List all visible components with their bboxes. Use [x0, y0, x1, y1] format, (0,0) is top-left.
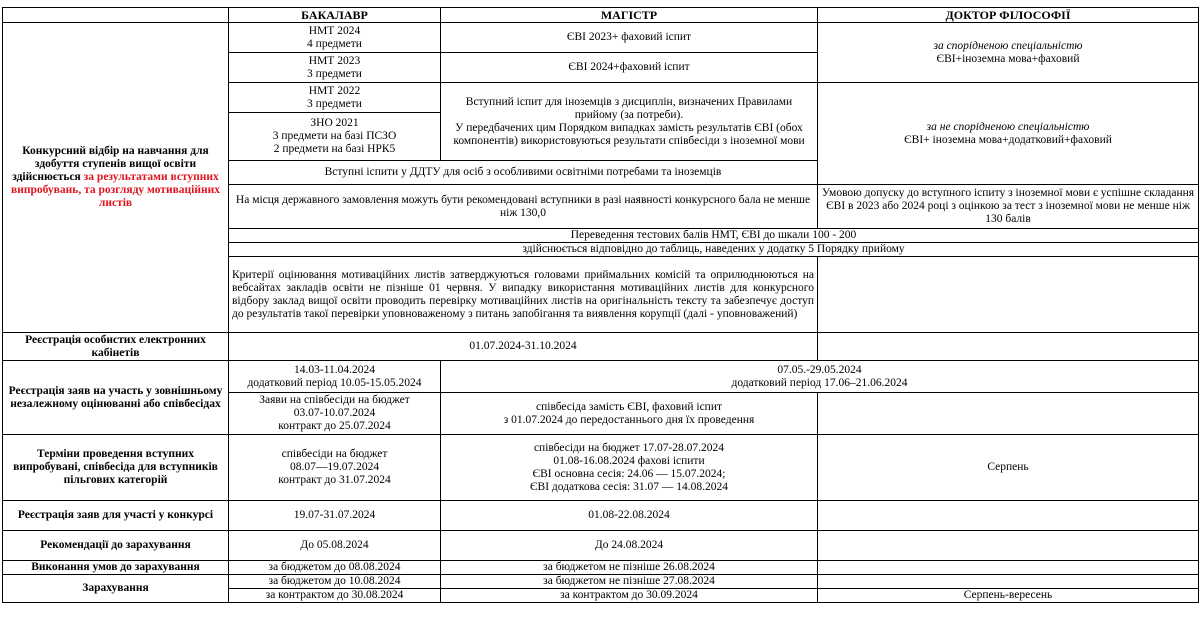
header-phd: ДОКТОР ФІЛОСОФІЇ [818, 8, 1199, 23]
admission-schedule-table [2, 7, 1199, 603]
phd-related: за спорідненою спеціальністю ЄВІ+іноземна мова+фаховий [818, 23, 1199, 83]
selection-label: Конкурсний відбір на навчання для здобуття ступенів вищої освіти здійснюється за результатами вступних випробувань, та розгляду мотиваційних листів [3, 23, 229, 333]
phd-language-condition: Умовою допуску до вступного іспиту з іноземної мови є успішне складання ЄВІ в 2023 або 2024 році з оцінкою за тест з іноземної мови не менше ніж 130 балів [818, 185, 1199, 229]
registration-label: Реєстрація заяв на участь у зовнішньому незалежному оцінюванні або співбесідах [3, 361, 229, 435]
registration-master-interview: співбесіда замість ЄВІ, фаховий іспит з 01.07.2024 до передостаннього дня їх проведення [441, 393, 818, 435]
table-row [3, 501, 1199, 531]
special-needs-exams: Вступні іспити у ДДТУ для осіб з особливими освітніми потребами та іноземців [229, 161, 818, 185]
competition-bachelor: 19.07-31.07.2024 [229, 501, 441, 531]
master-evi-2024: ЄВІ 2024+фаховий іспит [441, 53, 818, 83]
recommend-bachelor: До 05.08.2024 [229, 531, 441, 561]
enrollment-master-contract: за контрактом до 30.09.2024 [441, 589, 818, 603]
bachelor-nmt-2024: НМТ 2024 4 предмети [229, 23, 441, 53]
recommend-label: Рекомендації до зарахування [3, 531, 229, 561]
exams-phd: Серпень [818, 435, 1199, 501]
enrollment-master-budget: за бюджетом не пізніше 27.08.2024 [441, 575, 818, 589]
selection-label-red: за результатами вступних випробувань, та розгляду мотиваційних листів [11, 171, 220, 209]
enrollment-bachelor-budget: за бюджетом до 10.08.2024 [229, 575, 441, 589]
table-row [3, 435, 1199, 501]
registration-bachelor-dates: 14.03-11.04.2024 додатковий період 10.05-15.05.2024 [229, 361, 441, 393]
exams-label: Терміни проведення вступних випробувані, співбесіда для вступників пільгових категорій [3, 435, 229, 501]
table-row [3, 575, 1199, 589]
empty-cell [818, 333, 1199, 361]
conditions-bachelor: за бюджетом до 08.08.2024 [229, 561, 441, 575]
corner-cell [3, 8, 229, 23]
state-order-note: На місця державного замовлення можуть бути рекомендовані вступники в разі наявності конкурсного бала не менше ніж 130,0 [229, 185, 818, 229]
exams-master: співбесіди на бюджет 17.07-28.07.2024 01.08-16.08.2024 фахові іспити ЄВІ основна сесія: 24.06 — 15.07.2024; ЄВІ додаткова сесія: 31.07 — 14.08.2024 [441, 435, 818, 501]
bachelor-nmt-2022: НМТ 2022 3 предмети [229, 83, 441, 113]
conditions-label: Виконання умов до зарахування [3, 561, 229, 575]
conditions-master: за бюджетом не пізніше 26.08.2024 [441, 561, 818, 575]
header-master: МАГІСТР [441, 8, 818, 23]
phd-unrelated: за не спорідненою спеціальністю ЄВІ+ іноземна мова+додатковий+фаховий [818, 83, 1199, 185]
competition-label: Реєстрація заяв для участі у конкурсі [3, 501, 229, 531]
empty-cell [818, 257, 1199, 333]
header-bachelor: БАКАЛАВР [229, 8, 441, 23]
master-foreigners: Вступний іспит для іноземців з дисциплін, визначених Правилами прийому (за потреби). У передбачених цим Порядком випадках замість результатів ЄВІ (обох компонентів) використовуються результати співбесіди з іноземної мови [441, 83, 818, 161]
empty-cell [818, 531, 1199, 561]
score-conversion-1: Переведення тестових балів НМТ, ЄВІ до шкали 100 - 200 [229, 229, 1199, 243]
table-row [3, 361, 1199, 393]
enrollment-phd: Серпень-вересень [818, 589, 1199, 603]
empty-cell [818, 561, 1199, 575]
empty-cell [818, 501, 1199, 531]
cabinets-label: Реєстрація особистих електронних кабінетів [3, 333, 229, 361]
registration-bachelor-interview: Заяви на співбесіди на бюджет 03.07-10.07.2024 контракт до 25.07.2024 [229, 393, 441, 435]
bachelor-nmt-2023: НМТ 2023 3 предмети [229, 53, 441, 83]
exams-bachelor: співбесіди на бюджет 08.07—19.07.2024 контракт до 31.07.2024 [229, 435, 441, 501]
table-row [3, 23, 1199, 53]
empty-cell [818, 575, 1199, 589]
table-row [3, 333, 1199, 361]
registration-master-phd-dates: 07.05.-29.05.2024 додатковий період 17.06–21.06.2024 [441, 361, 1199, 393]
recommend-master: До 24.08.2024 [441, 531, 818, 561]
score-conversion-2: здійснюється відповідно до таблиць, наведених у додатку 5 Порядку прийому [229, 243, 1199, 257]
empty-cell [818, 393, 1199, 435]
master-evi-2023: ЄВІ 2023+ фаховий іспит [441, 23, 818, 53]
table-row [3, 561, 1199, 575]
motivation-letters-note: Критерії оцінювання мотиваційних листів затверджуються головами приймальних комісій та оприлюднюються на вебсайтах закладів освіти не пізніше 01 червня. У випадку використання мотиваційних листів для конкурсного відбору заклад вищої освіти проводить перевірку мотиваційних листів на оригінальність тексту та забезпечує доступ до результатів такої перевірки уповноваженому з питань запобігання та виявлення корупції (далі - уповноважений) [229, 257, 818, 333]
bachelor-zno-2021: ЗНО 2021 3 предмети на базі ПСЗО 2 предмети на базі НРК5 [229, 113, 441, 161]
table-row [3, 531, 1199, 561]
header-row [3, 8, 1199, 23]
enrollment-label: Зарахування [3, 575, 229, 603]
competition-master: 01.08-22.08.2024 [441, 501, 818, 531]
enrollment-bachelor-contract: за контрактом до 30.08.2024 [229, 589, 441, 603]
cabinets-dates: 01.07.2024-31.10.2024 [229, 333, 818, 361]
